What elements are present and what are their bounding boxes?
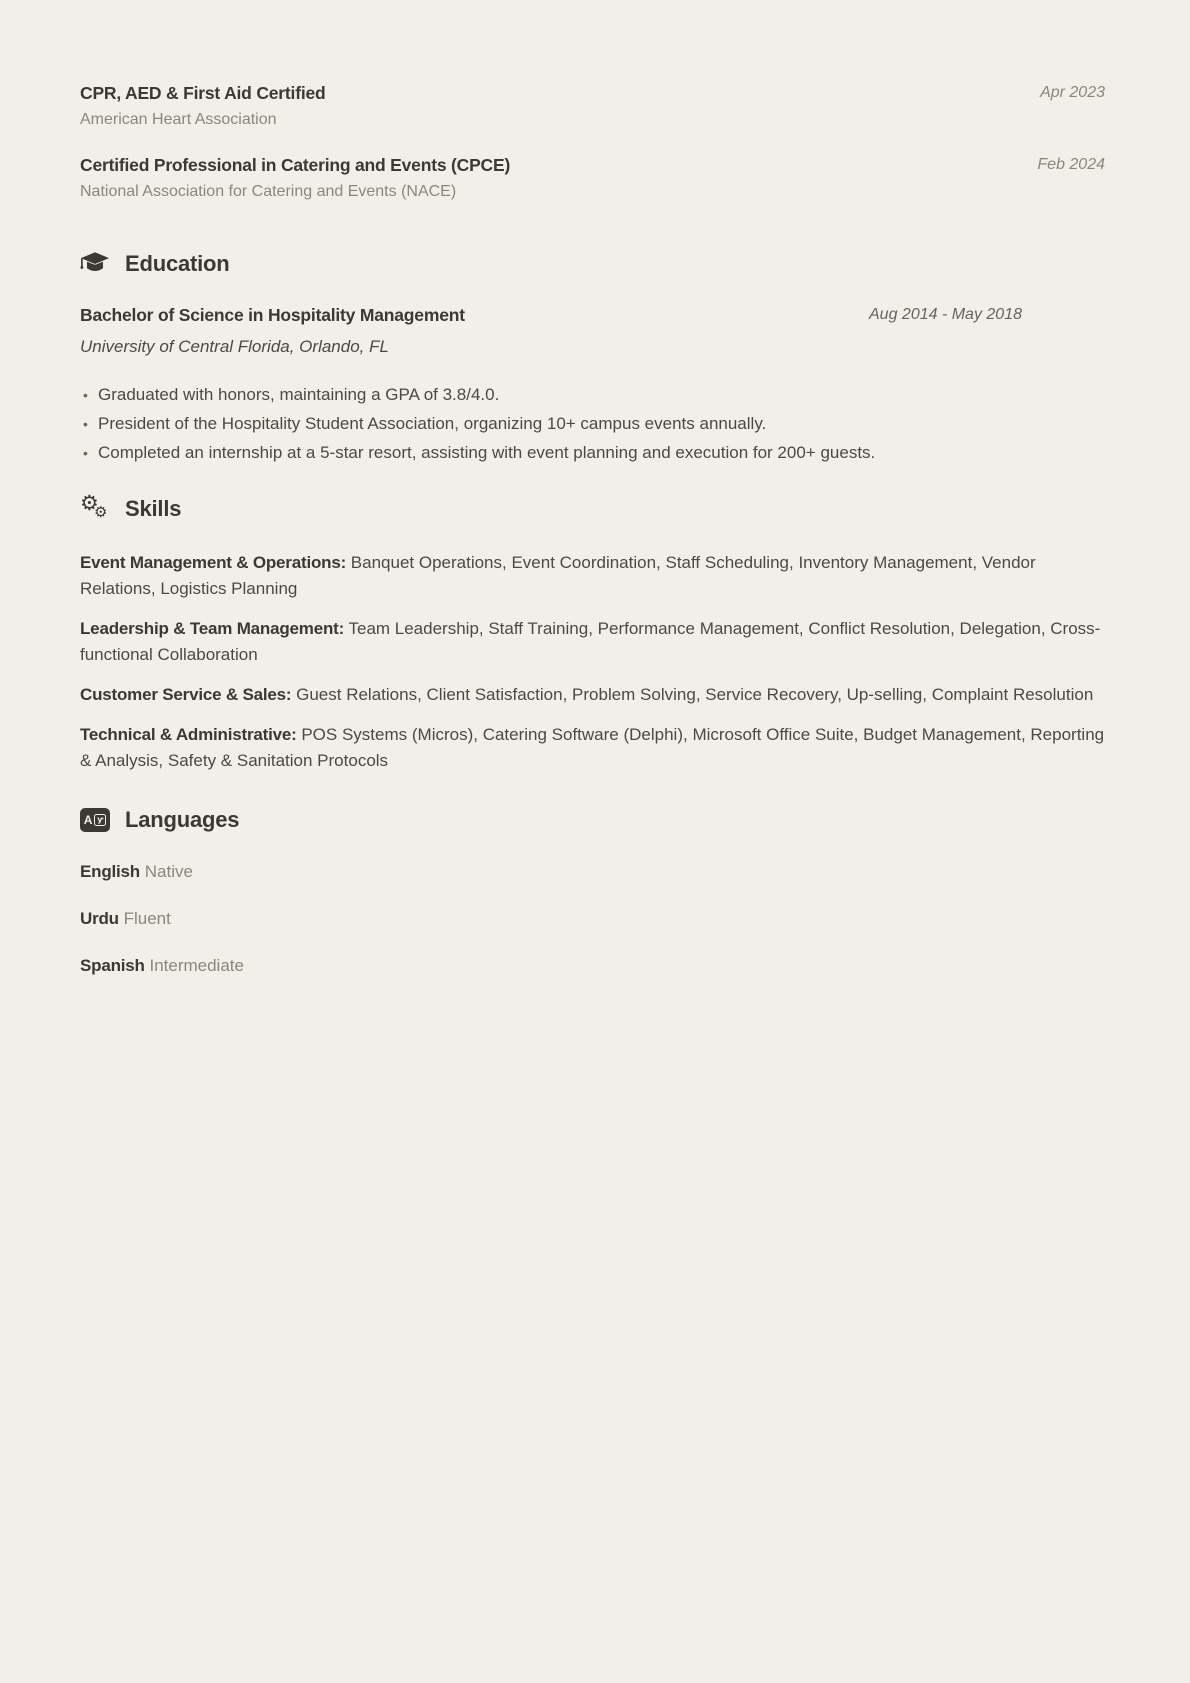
skill-group-text: Banquet Operations, Event Coordination, Staff Scheduling, Inventory Management, Vendor Relations, Logistics Planning (80, 553, 1036, 598)
language-level: Fluent (123, 909, 171, 928)
language-entry (80, 860, 1105, 884)
skill-group-label: Leadership & Team Management: (80, 619, 345, 638)
certification-info (80, 153, 510, 203)
skill-group (80, 682, 1105, 708)
degree-title: Bachelor of Science in Hospitality Management (80, 305, 465, 325)
skills-section (80, 491, 1105, 774)
skill-group (80, 616, 1105, 668)
education-heading (80, 249, 1105, 279)
education-heading-label: Education (125, 251, 230, 276)
languages-heading-label: Languages (125, 807, 240, 832)
graduation-cap-icon (80, 251, 110, 277)
certification-date: Apr 2023 (1040, 84, 1105, 101)
skill-group-text: POS Systems (Micros), Catering Software (Delphi), Microsoft Office Suite, Budget Management, Reporting & Analysis, Safety & Sanitation Protocols (80, 725, 1105, 770)
skills-heading-label: Skills (125, 496, 182, 521)
skill-group (80, 550, 1105, 602)
education-bullet-list (80, 382, 1105, 466)
skill-group-text: Guest Relations, Client Satisfaction, Problem Solving, Service Recovery, Up-selling, Complaint Resolution (296, 685, 1094, 704)
skill-group-text: Team Leadership, Staff Training, Performance Management, Conflict Resolution, Delegation, Cross-functional Collaboration (80, 619, 1101, 664)
certification-title: CPR, AED & First Aid Certified (80, 83, 326, 103)
skills-heading (80, 491, 1105, 524)
language-name: Urdu (80, 909, 119, 928)
education-bullet: • Completed an internship at a 5-star resort, assisting with event planning and execution for 200+ guests. (80, 440, 1105, 466)
education-dates: Aug 2014 - May 2018 (869, 306, 1022, 323)
certification-title: Certified Professional in Catering and Events (CPCE) (80, 155, 511, 175)
school-name: University of Central Florida, Orlando, FL (80, 337, 389, 356)
certification-issuer: National Association for Catering and Events (NACE) (80, 183, 457, 200)
skill-group (80, 722, 1105, 774)
skill-group-label: Customer Service & Sales: (80, 685, 292, 704)
translate-icon: A ƴ (80, 808, 110, 832)
certification-issuer: American Heart Association (80, 111, 277, 128)
certification-entry (80, 81, 1105, 131)
language-entry (80, 907, 1105, 931)
education-entry (80, 303, 1105, 327)
certification-date: Feb 2024 (1037, 156, 1105, 173)
skill-group-label: Event Management & Operations: (80, 553, 347, 572)
gears-icon: ⚙ ⚙ (80, 491, 108, 521)
skill-group-label: Technical & Administrative: (80, 725, 297, 744)
certification-info (80, 81, 326, 131)
language-entry (80, 954, 1105, 978)
language-name: English (80, 862, 140, 881)
education-bullet: • President of the Hospitality Student Association, organizing 10+ campus events annually. (80, 411, 1105, 437)
languages-heading (80, 805, 1105, 835)
language-level: Native (144, 862, 193, 881)
education-bullet: • Graduated with honors, maintaining a GPA of 3.8/4.0. (80, 382, 1105, 408)
language-name: Spanish (80, 956, 145, 975)
education-section (80, 249, 1105, 466)
certifications-section (80, 81, 1105, 203)
language-level: Intermediate (149, 956, 244, 975)
languages-section (80, 805, 1105, 978)
certification-entry (80, 153, 1105, 203)
